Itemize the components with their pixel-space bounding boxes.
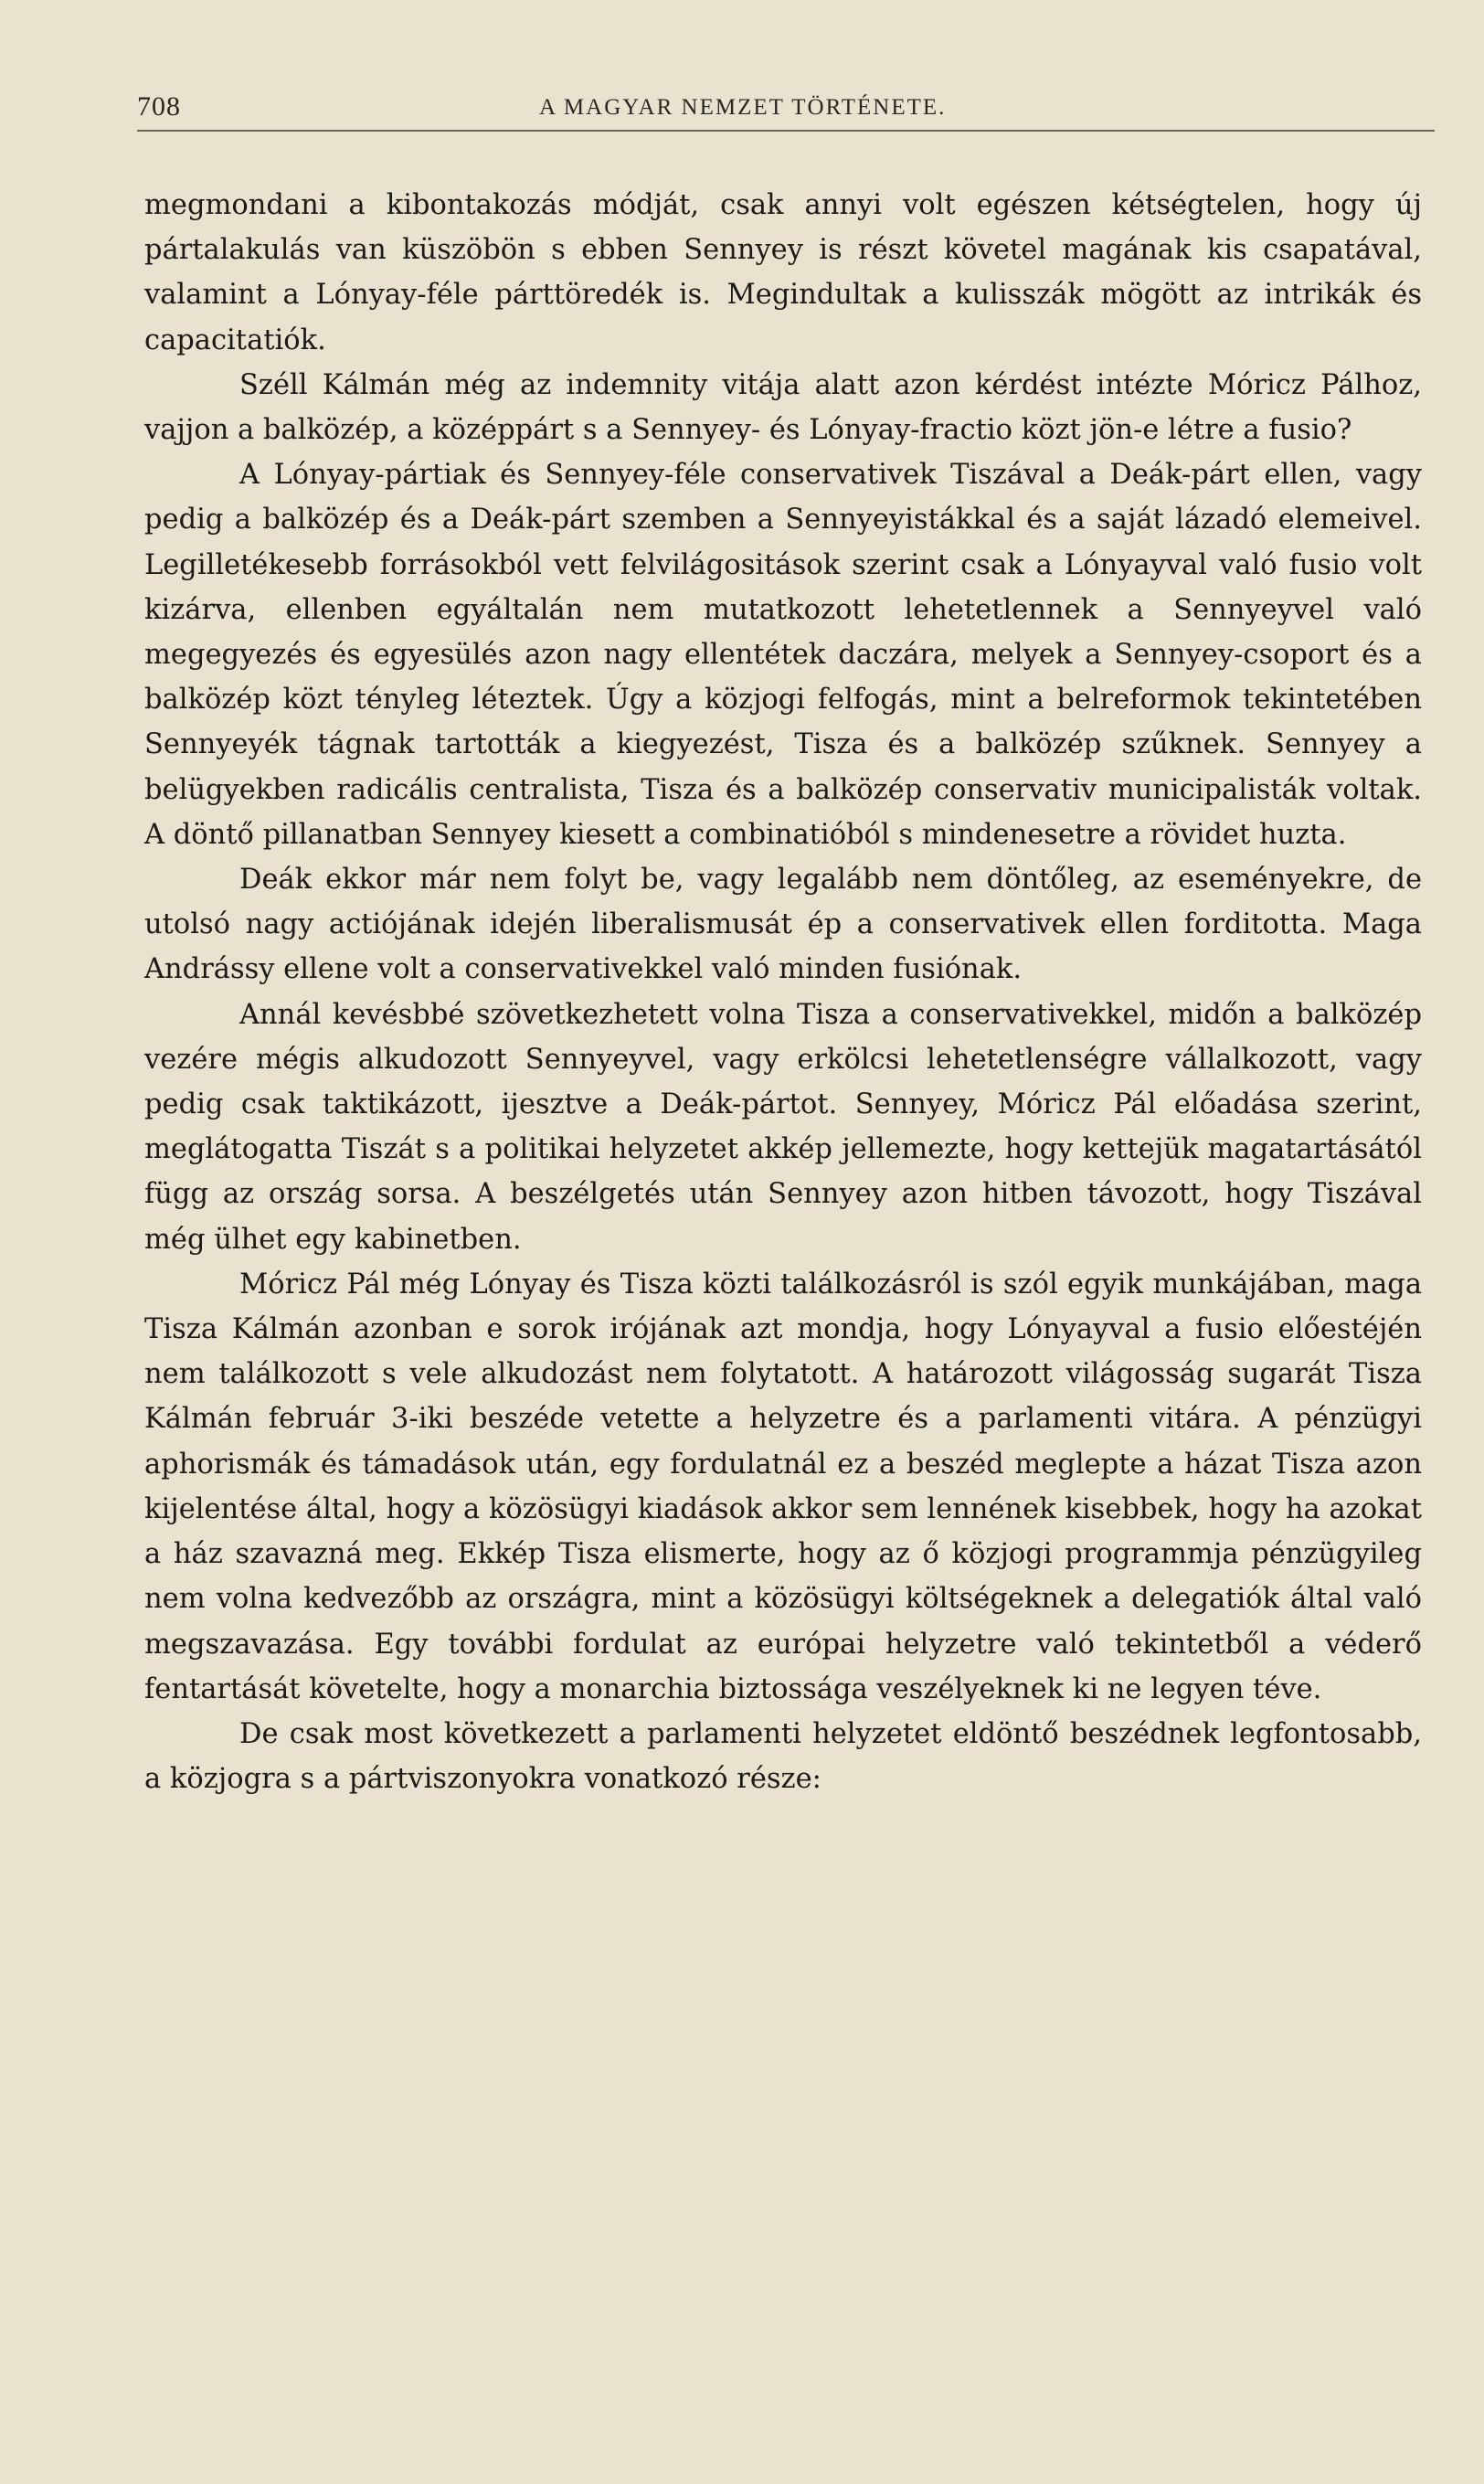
paragraph: Móricz Pál még Lónyay és Tisza közti találkozásról is szól egyik munkájában, maga Tisza Kálmán azonban e sorok irójának azt mondja, hogy Lónyayval a fusio előestéjén nem találkozott s vele alkudozást nem folytatott. A határozott világosság sugarát Tisza Kálmán február 3-iki beszéde vetette a helyzetre és a parlamenti vitára. A pénzügyi aphorismák és támadások után, egy fordulatnál ez a beszéd meglepte a házat Tisza azon kijelentése által, hogy a közösügyi kiadások akkor sem lennének kisebbek, hogy ha azokat a ház szavazná meg. Ekkép Tisza elismerte, hogy az ő közjogi programmja pénzügyileg nem volna kedvezőbb az országra, mint a közösügyi költségeknek a delegatiók által való megszavazása. Egy további fordulat az európai helyzetre való tekintetből a véderő fentartását követelte, hogy a monarchia biztossága veszélyeknek ki ne legyen téve. bbox=[144, 1268, 1422, 1705]
running-head bbox=[137, 84, 1435, 132]
paragraph: A Lónyay-pártiak és Sennyey-féle conservativek Tiszával a Deák-párt ellen, vagy pedig a balközép és a Deák-párt szemben a Sennyeyistákkal és a saját lázadó elemeivel. Legilletékesebb forrásokból vett felvilágositások szerint csak a Lónyayval való fusio volt kizárva, ellenben egyáltalán nem mutatkozott lehetetlennek a Sennyeyvel való megegyezés és egyesülés azon nagy ellentétek daczára, melyek a Sennyey-csoport és a balközép közt tényleg léteztek. Úgy a közjogi felfogás, mint a belreformok tekintetében Sennyeyék tágnak tartották a kiegyezést, Tisza és a balközép szűknek. Sennyey a belügyekben radicális centralista, Tisza és a balközép conservativ municipalisták voltak. A döntő pillanatban Sennyey kiesett a combinatióból s mindenesetre a rövidet huzta. bbox=[144, 459, 1422, 851]
page-number: 708 bbox=[137, 91, 181, 122]
paragraph: megmondani a kibontakozás módját, csak annyi volt egészen kétségtelen, hogy új pártalakulás van küszöbön s ebben Sennyey is részt követel magának kis csapatával, valamint a Lónyay-féle párttöredék is. Megindultak a kulisszák mögött az intrikák és capacitatiók. bbox=[144, 189, 1422, 356]
body-text bbox=[144, 183, 1422, 1801]
paragraph: De csak most következett a parlamenti helyzetet eldöntő beszédnek legfontosabb, a közjogra s a pártviszonyokra vonatkozó része: bbox=[144, 1717, 1422, 1796]
book-title: A MAGYAR NEMZET TÖRTÉNETE. bbox=[539, 95, 947, 120]
paragraph: Annál kevésbbé szövetkezhetett volna Tisza a conservativekkel, midőn a balközép vezére mégis alkudozott Sennyeyvel, vagy erkölcsi lehetetlenségre vállalkozott, vagy pedig csak taktikázott, ijesztve a Deák-pártot. Sennyey, Móricz Pál előadása szerint, meglátogatta Tiszát s a politikai helyzetet akkép jellemezte, hogy kettejük magatartásától függ az ország sorsa. A beszélgetés után Sennyey azon hitben távozott, hogy Tiszával még ülhet egy kabinetben. bbox=[144, 998, 1422, 1256]
paragraph: Széll Kálmán még az indemnity vitája alatt azon kérdést intézte Móricz Pálhoz, vajjon a balközép, a középpárt s a Sennyey- és Lónyay-fractio közt jön-e létre a fusio? bbox=[144, 368, 1422, 447]
paragraph: Deák ekkor már nem folyt be, vagy legalább nem döntőleg, az eseményekre, de utolsó nagy actiójának idején liberalismusát ép a conservativek ellen forditotta. Maga Andrássy ellene volt a conservativekkel való minden fusiónak. bbox=[144, 864, 1422, 986]
